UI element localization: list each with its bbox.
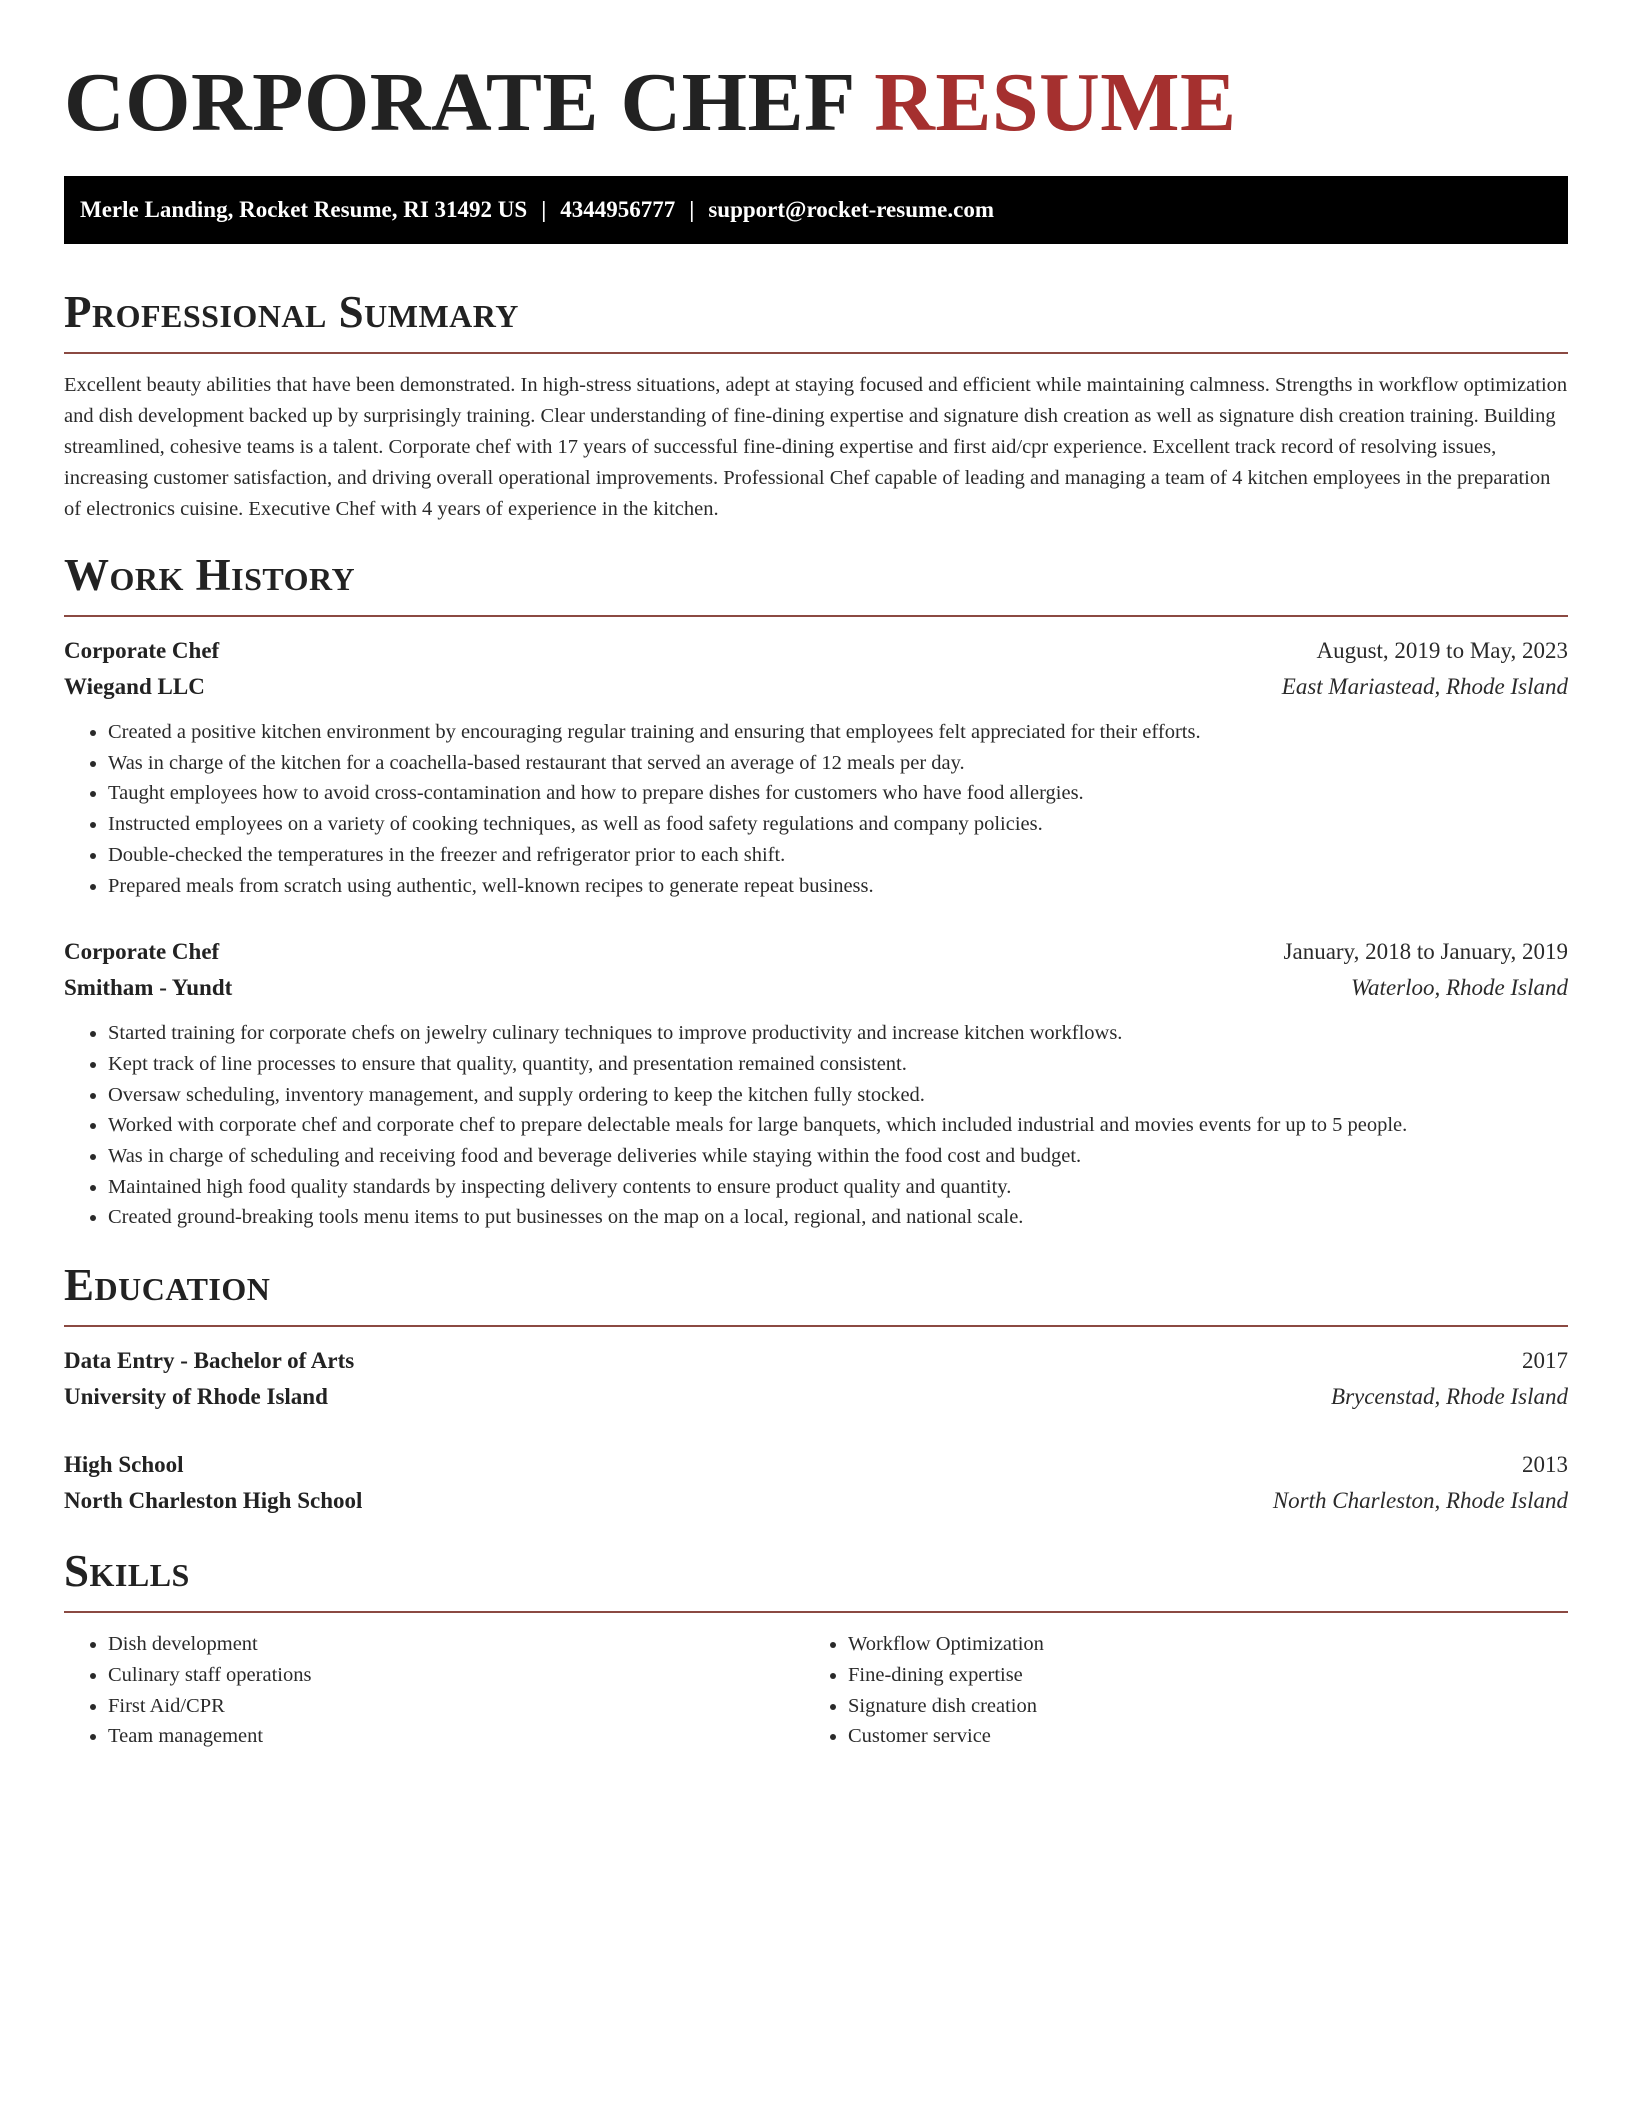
list-item: • Double-checked the temperatures in the freezer and refrigerator prior to each shift. — [108, 840, 1568, 871]
section-divider — [64, 352, 1568, 354]
job-title: Corporate Chef — [64, 638, 220, 663]
list-item: • Taught employees how to avoid cross-contamination and how to prepare dishes for customers who have food allergies. — [108, 778, 1568, 809]
job-location: Waterloo, Rhode Island — [1351, 975, 1568, 1001]
job-location: East Mariastead, Rhode Island — [1281, 674, 1568, 699]
summary-text: Excellent beauty abilities that have been demonstrated. In high-stress situations, adept at staying focused and efficient while maintaining calmness. Strengths in workflow optimization and dish development backed up by surprisingly training. Clear understanding of fine-dining expertise and signature dish creation as well as signature dish creation training. Building streamlined, cohesive teams is a talent. Corporate chef with 17 years of successful fine-dining expertise and first aid/cpr experience. Excellent track record of resolving issues, increasing customer satisfaction, and driving overall operational improvements. Professional Chef capable of leading and managing a team of 4 kitchen employees in the preparation of electronics cuisine. Executive Chef with 4 years of experience in the kitchen. — [64, 374, 1568, 520]
education-degree: High School — [64, 1452, 184, 1478]
skill-item: • Dish development — [108, 1629, 804, 1660]
education-school-row — [64, 1483, 1568, 1519]
job-header-row — [64, 934, 1568, 970]
education-entry — [64, 1343, 1568, 1415]
education-section — [64, 1259, 1568, 1519]
contact-phone: 4344956777 — [560, 197, 676, 222]
education-header-row — [64, 1343, 1568, 1379]
skill-item: • Customer service — [848, 1721, 1544, 1752]
skills-grid — [64, 1629, 1568, 1752]
title-main: CORPORATE CHEF — [64, 56, 853, 149]
contact-separator: | — [541, 197, 547, 222]
list-item: • Prepared meals from scratch using authentic, well-known recipes to generate repeat business. — [108, 871, 1568, 902]
skills-list-left — [64, 1629, 804, 1752]
education-school-row — [64, 1379, 1568, 1415]
skill-item: • Workflow Optimization — [848, 1629, 1544, 1660]
section-heading: Work History — [64, 550, 356, 600]
job-bullets — [64, 717, 1568, 901]
skill-item: • Signature dish creation — [848, 1691, 1544, 1722]
section-divider — [64, 615, 1568, 617]
job-company-row — [64, 970, 1568, 1006]
education-school: University of Rhode Island — [64, 1384, 328, 1410]
list-item: • Created ground-breaking tools menu items to put businesses on the map on a local, regional, and national scale. — [108, 1202, 1568, 1233]
list-item: • Created a positive kitchen environment by encouraging regular training and ensuring that employees felt appreciated for their efforts. — [108, 717, 1568, 748]
section-heading: Education — [64, 1260, 271, 1311]
section-heading: Skills — [64, 1546, 190, 1597]
job-header-row — [64, 633, 1568, 669]
job-bullets — [64, 1018, 1568, 1233]
job-company: Smitham - Yundt — [64, 975, 233, 1001]
education-school: North Charleston High School — [64, 1488, 363, 1514]
job-company: Wiegand LLC — [64, 674, 205, 699]
skills-section — [64, 1545, 1568, 1752]
job-title: Corporate Chef — [64, 939, 220, 965]
list-item: • Was in charge of scheduling and receiving food and beverage deliveries while staying within the food cost and budget. — [108, 1141, 1568, 1172]
job-dates: January, 2018 to January, 2019 — [1283, 939, 1568, 965]
education-location: North Charleston, Rhode Island — [1272, 1488, 1568, 1514]
list-item: • Instructed employees on a variety of cooking techniques, as well as food safety regulations and company policies. — [108, 809, 1568, 840]
section-divider — [64, 1611, 1568, 1613]
resume-page — [64, 0, 1568, 1752]
education-year: 2017 — [1522, 1348, 1568, 1374]
education-location: Brycenstad, Rhode Island — [1331, 1384, 1568, 1410]
work-history-section — [64, 549, 1568, 1233]
list-item: • Worked with corporate chef and corporate chef to prepare delectable meals for large banquets, which included industrial and movies events for up to 5 people. — [108, 1110, 1568, 1141]
contact-bar — [64, 176, 1568, 244]
section-heading: Professional Summary — [64, 287, 519, 337]
section-divider — [64, 1325, 1568, 1327]
resume-title — [64, 0, 1568, 148]
contact-address: Merle Landing, Rocket Resume, RI 31492 US — [80, 197, 528, 222]
list-item: • Started training for corporate chefs on jewelry culinary techniques to improve productivity and increase kitchen workflows. — [108, 1018, 1568, 1049]
list-item: • Oversaw scheduling, inventory management, and supply ordering to keep the kitchen fully stocked. — [108, 1080, 1568, 1111]
education-header-row — [64, 1447, 1568, 1483]
skill-item: • Fine-dining expertise — [848, 1660, 1544, 1691]
education-entry — [64, 1447, 1568, 1519]
job-entry — [64, 934, 1568, 1233]
education-year: 2013 — [1522, 1452, 1568, 1478]
contact-email[interactable]: support@rocket-resume.com — [708, 197, 994, 222]
list-item: • Was in charge of the kitchen for a coachella-based restaurant that served an average of 12 meals per day. — [108, 748, 1568, 779]
skill-item: • Team management — [108, 1721, 804, 1752]
job-entry — [64, 633, 1568, 901]
contact-separator: | — [689, 197, 695, 222]
title-accent: RESUME — [874, 56, 1237, 149]
list-item: • Maintained high food quality standards by inspecting delivery contents to ensure product quality and quantity. — [108, 1172, 1568, 1203]
skill-item: • First Aid/CPR — [108, 1691, 804, 1722]
list-item: • Kept track of line processes to ensure that quality, quantity, and presentation remained consistent. — [108, 1049, 1568, 1080]
job-company-row — [64, 669, 1568, 705]
summary-section — [64, 286, 1568, 525]
education-degree: Data Entry - Bachelor of Arts — [64, 1348, 355, 1374]
skill-item: • Culinary staff operations — [108, 1660, 804, 1691]
job-dates: August, 2019 to May, 2023 — [1316, 638, 1568, 663]
skills-list-right — [804, 1629, 1544, 1752]
